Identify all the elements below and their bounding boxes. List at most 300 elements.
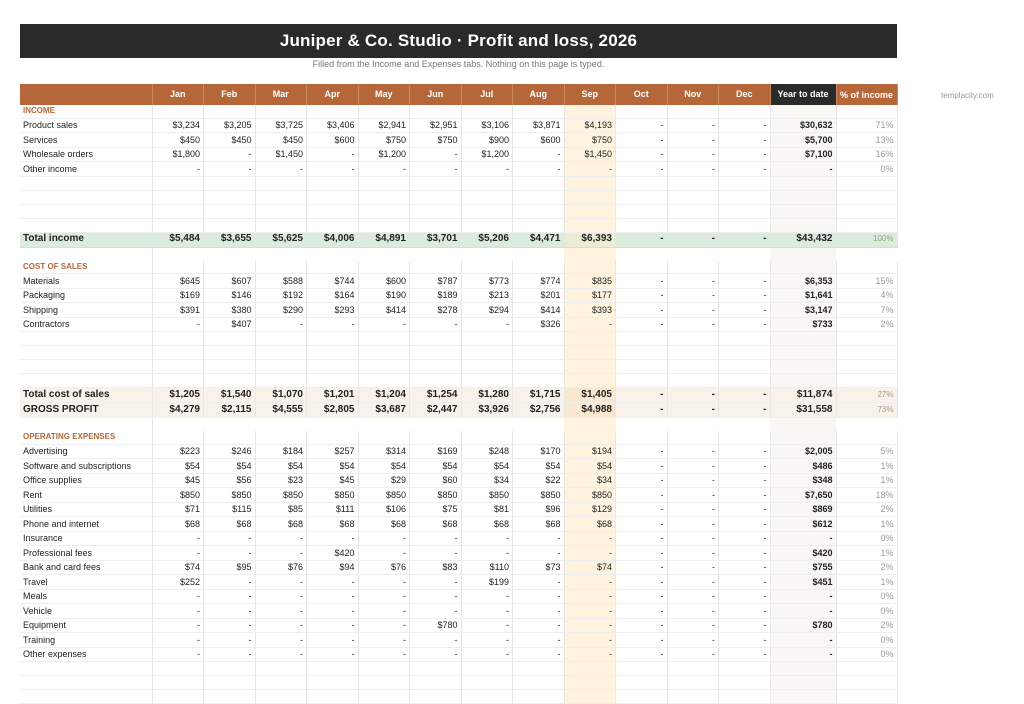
empty-cell[interactable] (204, 662, 256, 676)
empty-cell[interactable] (513, 418, 565, 432)
empty-cell[interactable] (204, 247, 256, 261)
empty-cell[interactable] (358, 690, 410, 704)
empty-cell[interactable] (204, 431, 256, 444)
month-value-cell[interactable]: $54 (255, 459, 307, 474)
month-value-cell[interactable]: - (204, 633, 256, 648)
empty-cell[interactable] (461, 204, 513, 218)
empty-cell[interactable] (564, 431, 616, 444)
empty-cell[interactable] (358, 676, 410, 690)
month-value-cell[interactable]: - (152, 589, 204, 604)
empty-cell[interactable] (513, 261, 565, 274)
empty-cell[interactable] (358, 332, 410, 346)
month-value-cell[interactable]: $850 (307, 488, 359, 503)
month-value-cell[interactable]: $223 (152, 444, 204, 459)
month-value-cell[interactable]: $54 (461, 459, 513, 474)
month-value-cell[interactable]: $600 (513, 133, 565, 148)
month-value-cell[interactable]: $169 (410, 444, 462, 459)
month-value-cell[interactable]: - (564, 633, 616, 648)
month-value-cell[interactable]: $75 (410, 502, 462, 517)
month-value-cell[interactable]: $3,926 (461, 403, 513, 418)
month-value-cell[interactable]: - (461, 317, 513, 332)
empty-cell[interactable] (564, 204, 616, 218)
empty-cell[interactable] (204, 418, 256, 432)
month-value-cell[interactable]: - (719, 162, 771, 177)
month-value-cell[interactable]: - (667, 162, 719, 177)
month-value-cell[interactable]: $773 (461, 274, 513, 289)
month-value-cell[interactable]: - (667, 303, 719, 318)
empty-cell[interactable] (513, 218, 565, 232)
empty-cell[interactable] (410, 360, 462, 374)
month-value-cell[interactable]: - (307, 531, 359, 546)
month-value-cell[interactable]: $850 (204, 488, 256, 503)
month-value-cell[interactable]: $450 (204, 133, 256, 148)
month-value-cell[interactable]: - (719, 118, 771, 133)
month-value-cell[interactable]: - (513, 647, 565, 662)
month-value-cell[interactable]: - (410, 589, 462, 604)
month-value-cell[interactable]: - (667, 517, 719, 532)
month-value-cell[interactable]: - (410, 531, 462, 546)
empty-cell[interactable] (20, 676, 152, 690)
month-value-cell[interactable]: $68 (564, 517, 616, 532)
empty-cell[interactable] (719, 204, 771, 218)
month-value-cell[interactable]: - (719, 531, 771, 546)
empty-cell[interactable] (204, 346, 256, 360)
empty-cell[interactable] (719, 676, 771, 690)
month-value-cell[interactable]: $54 (204, 459, 256, 474)
empty-cell[interactable] (513, 247, 565, 261)
empty-cell[interactable] (20, 218, 152, 232)
empty-cell[interactable] (410, 190, 462, 204)
month-value-cell[interactable]: - (667, 444, 719, 459)
month-value-cell[interactable]: - (564, 618, 616, 633)
month-value-cell[interactable]: - (667, 317, 719, 332)
empty-cell[interactable] (307, 346, 359, 360)
empty-cell[interactable] (719, 690, 771, 704)
empty-cell[interactable] (307, 190, 359, 204)
empty-cell[interactable] (20, 204, 152, 218)
empty-cell[interactable] (255, 418, 307, 432)
empty-cell[interactable] (616, 247, 668, 261)
empty-cell[interactable] (719, 332, 771, 346)
month-value-cell[interactable]: $95 (204, 560, 256, 575)
empty-cell[interactable] (461, 690, 513, 704)
month-value-cell[interactable]: - (616, 560, 668, 575)
month-value-cell[interactable]: - (667, 647, 719, 662)
month-value-cell[interactable]: $850 (513, 488, 565, 503)
empty-cell[interactable] (461, 218, 513, 232)
empty-cell[interactable] (513, 431, 565, 444)
month-value-cell[interactable]: - (667, 274, 719, 289)
empty-cell[interactable] (152, 218, 204, 232)
empty-cell[interactable] (255, 360, 307, 374)
empty-cell[interactable] (152, 204, 204, 218)
empty-cell[interactable] (152, 360, 204, 374)
empty-cell[interactable] (204, 204, 256, 218)
month-value-cell[interactable]: - (616, 546, 668, 561)
empty-cell[interactable] (616, 190, 668, 204)
month-value-cell[interactable]: - (513, 618, 565, 633)
month-value-cell[interactable]: - (616, 647, 668, 662)
month-value-cell[interactable]: $34 (564, 473, 616, 488)
month-value-cell[interactable]: $3,406 (307, 118, 359, 133)
empty-cell[interactable] (358, 176, 410, 190)
col-header-dec[interactable]: Dec (719, 84, 771, 105)
month-value-cell[interactable]: - (410, 604, 462, 619)
col-header-mar[interactable]: Mar (255, 84, 307, 105)
month-value-cell[interactable]: $3,106 (461, 118, 513, 133)
col-header-jan[interactable]: Jan (152, 84, 204, 105)
month-value-cell[interactable]: - (667, 560, 719, 575)
month-value-cell[interactable]: $774 (513, 274, 565, 289)
empty-cell[interactable] (461, 418, 513, 432)
month-value-cell[interactable]: - (152, 546, 204, 561)
empty-cell[interactable] (667, 662, 719, 676)
month-value-cell[interactable]: $74 (564, 560, 616, 575)
month-value-cell[interactable]: $1,405 (564, 388, 616, 403)
empty-cell[interactable] (564, 332, 616, 346)
month-value-cell[interactable]: - (461, 604, 513, 619)
month-value-cell[interactable]: - (667, 531, 719, 546)
month-value-cell[interactable]: - (358, 531, 410, 546)
empty-cell[interactable] (667, 418, 719, 432)
month-value-cell[interactable]: $110 (461, 560, 513, 575)
empty-cell[interactable] (20, 360, 152, 374)
month-value-cell[interactable]: - (358, 633, 410, 648)
month-value-cell[interactable]: - (719, 546, 771, 561)
month-value-cell[interactable]: $1,254 (410, 388, 462, 403)
month-value-cell[interactable]: $1,715 (513, 388, 565, 403)
month-value-cell[interactable]: - (667, 118, 719, 133)
month-value-cell[interactable]: - (719, 488, 771, 503)
empty-cell[interactable] (667, 676, 719, 690)
month-value-cell[interactable]: $129 (564, 502, 616, 517)
empty-cell[interactable] (307, 261, 359, 274)
month-value-cell[interactable]: - (616, 604, 668, 619)
month-value-cell[interactable]: - (667, 618, 719, 633)
empty-cell[interactable] (667, 218, 719, 232)
empty-cell[interactable] (152, 105, 204, 118)
month-value-cell[interactable]: - (616, 232, 668, 247)
month-value-cell[interactable]: - (667, 133, 719, 148)
month-value-cell[interactable]: $23 (255, 473, 307, 488)
empty-cell[interactable] (410, 418, 462, 432)
empty-cell[interactable] (307, 676, 359, 690)
empty-cell[interactable] (667, 332, 719, 346)
month-value-cell[interactable]: - (719, 502, 771, 517)
month-value-cell[interactable]: $68 (410, 517, 462, 532)
month-value-cell[interactable]: - (564, 647, 616, 662)
month-value-cell[interactable]: $4,891 (358, 232, 410, 247)
month-value-cell[interactable]: - (719, 517, 771, 532)
month-value-cell[interactable]: - (616, 274, 668, 289)
empty-cell[interactable] (461, 374, 513, 388)
month-value-cell[interactable]: - (616, 403, 668, 418)
month-value-cell[interactable]: $4,006 (307, 232, 359, 247)
month-value-cell[interactable]: $780 (410, 618, 462, 633)
month-value-cell[interactable]: - (255, 162, 307, 177)
month-value-cell[interactable]: - (667, 388, 719, 403)
month-value-cell[interactable]: $60 (410, 473, 462, 488)
empty-cell[interactable] (307, 332, 359, 346)
empty-cell[interactable] (719, 218, 771, 232)
month-value-cell[interactable]: $4,193 (564, 118, 616, 133)
empty-cell[interactable] (152, 176, 204, 190)
month-value-cell[interactable]: $213 (461, 288, 513, 303)
empty-cell[interactable] (358, 190, 410, 204)
empty-cell[interactable] (20, 247, 152, 261)
month-value-cell[interactable]: $54 (564, 459, 616, 474)
month-value-cell[interactable]: - (513, 633, 565, 648)
empty-cell[interactable] (152, 690, 204, 704)
empty-cell[interactable] (513, 204, 565, 218)
empty-cell[interactable] (358, 218, 410, 232)
month-value-cell[interactable]: - (564, 317, 616, 332)
month-value-cell[interactable]: $293 (307, 303, 359, 318)
empty-cell[interactable] (410, 332, 462, 346)
month-value-cell[interactable]: - (616, 531, 668, 546)
empty-cell[interactable] (564, 176, 616, 190)
month-value-cell[interactable]: $607 (204, 274, 256, 289)
month-value-cell[interactable]: $750 (358, 133, 410, 148)
empty-cell[interactable] (410, 346, 462, 360)
month-value-cell[interactable]: - (204, 147, 256, 162)
month-value-cell[interactable]: - (204, 589, 256, 604)
empty-cell[interactable] (616, 332, 668, 346)
month-value-cell[interactable]: - (358, 647, 410, 662)
empty-cell[interactable] (513, 662, 565, 676)
empty-cell[interactable] (667, 346, 719, 360)
month-value-cell[interactable]: $76 (255, 560, 307, 575)
month-value-cell[interactable]: - (616, 317, 668, 332)
empty-cell[interactable] (513, 374, 565, 388)
empty-cell[interactable] (564, 418, 616, 432)
empty-cell[interactable] (307, 247, 359, 261)
month-value-cell[interactable]: $380 (204, 303, 256, 318)
empty-cell[interactable] (358, 105, 410, 118)
month-value-cell[interactable]: $645 (152, 274, 204, 289)
empty-cell[interactable] (410, 431, 462, 444)
empty-cell[interactable] (564, 676, 616, 690)
month-value-cell[interactable]: $170 (513, 444, 565, 459)
month-value-cell[interactable]: $450 (152, 133, 204, 148)
empty-cell[interactable] (461, 247, 513, 261)
month-value-cell[interactable]: $34 (461, 473, 513, 488)
month-value-cell[interactable]: - (461, 633, 513, 648)
month-value-cell[interactable]: $420 (307, 546, 359, 561)
empty-cell[interactable] (20, 332, 152, 346)
month-value-cell[interactable]: - (410, 647, 462, 662)
empty-cell[interactable] (616, 662, 668, 676)
month-value-cell[interactable]: $850 (152, 488, 204, 503)
month-value-cell[interactable]: - (719, 147, 771, 162)
month-value-cell[interactable]: - (358, 604, 410, 619)
month-value-cell[interactable]: $850 (410, 488, 462, 503)
empty-cell[interactable] (461, 346, 513, 360)
month-value-cell[interactable]: $3,871 (513, 118, 565, 133)
month-value-cell[interactable]: - (667, 459, 719, 474)
month-value-cell[interactable]: $54 (410, 459, 462, 474)
month-value-cell[interactable]: - (461, 531, 513, 546)
month-value-cell[interactable]: $3,687 (358, 403, 410, 418)
month-value-cell[interactable]: - (410, 575, 462, 590)
empty-cell[interactable] (667, 190, 719, 204)
month-value-cell[interactable]: $1,200 (461, 147, 513, 162)
month-value-cell[interactable]: - (667, 488, 719, 503)
empty-cell[interactable] (667, 261, 719, 274)
empty-cell[interactable] (410, 662, 462, 676)
month-value-cell[interactable]: $1,450 (564, 147, 616, 162)
month-value-cell[interactable]: - (204, 604, 256, 619)
month-value-cell[interactable]: - (616, 589, 668, 604)
empty-cell[interactable] (204, 218, 256, 232)
empty-cell[interactable] (255, 332, 307, 346)
month-value-cell[interactable]: $787 (410, 274, 462, 289)
month-value-cell[interactable]: $54 (513, 459, 565, 474)
empty-cell[interactable] (358, 204, 410, 218)
month-value-cell[interactable]: $248 (461, 444, 513, 459)
col-header-ytd[interactable]: Year to date (770, 84, 836, 105)
month-value-cell[interactable]: $45 (152, 473, 204, 488)
month-value-cell[interactable]: $450 (255, 133, 307, 148)
month-value-cell[interactable]: $111 (307, 502, 359, 517)
empty-cell[interactable] (152, 418, 204, 432)
month-value-cell[interactable]: $290 (255, 303, 307, 318)
month-value-cell[interactable]: - (461, 546, 513, 561)
empty-cell[interactable] (513, 690, 565, 704)
month-value-cell[interactable]: - (564, 575, 616, 590)
month-value-cell[interactable]: - (719, 560, 771, 575)
month-value-cell[interactable]: - (719, 604, 771, 619)
empty-cell[interactable] (667, 431, 719, 444)
month-value-cell[interactable]: - (513, 147, 565, 162)
col-header-feb[interactable]: Feb (204, 84, 256, 105)
month-value-cell[interactable]: - (307, 618, 359, 633)
month-value-cell[interactable]: - (152, 647, 204, 662)
month-value-cell[interactable]: - (513, 589, 565, 604)
empty-cell[interactable] (358, 431, 410, 444)
month-value-cell[interactable]: $391 (152, 303, 204, 318)
month-value-cell[interactable]: $96 (513, 502, 565, 517)
month-value-cell[interactable]: - (152, 633, 204, 648)
month-value-cell[interactable]: - (719, 288, 771, 303)
month-value-cell[interactable]: $2,805 (307, 403, 359, 418)
empty-cell[interactable] (719, 190, 771, 204)
month-value-cell[interactable]: $106 (358, 502, 410, 517)
empty-cell[interactable] (358, 374, 410, 388)
month-value-cell[interactable]: - (204, 618, 256, 633)
col-header-pct[interactable]: % of income (836, 84, 897, 105)
empty-cell[interactable] (410, 218, 462, 232)
empty-cell[interactable] (667, 204, 719, 218)
month-value-cell[interactable]: - (616, 118, 668, 133)
empty-cell[interactable] (20, 662, 152, 676)
month-value-cell[interactable]: - (616, 444, 668, 459)
empty-cell[interactable] (255, 247, 307, 261)
empty-cell[interactable] (667, 374, 719, 388)
month-value-cell[interactable]: $68 (513, 517, 565, 532)
empty-cell[interactable] (616, 690, 668, 704)
empty-cell[interactable] (152, 332, 204, 346)
empty-cell[interactable] (719, 431, 771, 444)
empty-cell[interactable] (255, 374, 307, 388)
month-value-cell[interactable]: $600 (307, 133, 359, 148)
month-value-cell[interactable]: $54 (358, 459, 410, 474)
month-value-cell[interactable]: $5,206 (461, 232, 513, 247)
month-value-cell[interactable]: - (719, 459, 771, 474)
month-value-cell[interactable]: - (667, 403, 719, 418)
month-value-cell[interactable]: - (461, 162, 513, 177)
month-value-cell[interactable]: - (616, 618, 668, 633)
month-value-cell[interactable]: $199 (461, 575, 513, 590)
empty-cell[interactable] (410, 105, 462, 118)
month-value-cell[interactable]: $177 (564, 288, 616, 303)
empty-cell[interactable] (307, 176, 359, 190)
empty-cell[interactable] (204, 190, 256, 204)
month-value-cell[interactable]: $194 (564, 444, 616, 459)
empty-cell[interactable] (616, 676, 668, 690)
empty-cell[interactable] (616, 261, 668, 274)
month-value-cell[interactable]: - (667, 604, 719, 619)
month-value-cell[interactable]: - (152, 618, 204, 633)
month-value-cell[interactable]: - (616, 459, 668, 474)
empty-cell[interactable] (719, 247, 771, 261)
month-value-cell[interactable]: $5,484 (152, 232, 204, 247)
empty-cell[interactable] (564, 247, 616, 261)
month-value-cell[interactable]: $54 (152, 459, 204, 474)
month-value-cell[interactable]: $850 (255, 488, 307, 503)
month-value-cell[interactable]: $169 (152, 288, 204, 303)
empty-cell[interactable] (719, 346, 771, 360)
month-value-cell[interactable]: - (719, 589, 771, 604)
empty-cell[interactable] (616, 218, 668, 232)
month-value-cell[interactable]: - (307, 647, 359, 662)
month-value-cell[interactable]: $85 (255, 502, 307, 517)
month-value-cell[interactable]: - (307, 162, 359, 177)
month-value-cell[interactable]: $2,941 (358, 118, 410, 133)
month-value-cell[interactable]: - (719, 317, 771, 332)
month-value-cell[interactable]: $2,951 (410, 118, 462, 133)
empty-cell[interactable] (461, 431, 513, 444)
month-value-cell[interactable]: - (513, 546, 565, 561)
month-value-cell[interactable]: $3,234 (152, 118, 204, 133)
month-value-cell[interactable]: $190 (358, 288, 410, 303)
empty-cell[interactable] (307, 218, 359, 232)
month-value-cell[interactable]: $22 (513, 473, 565, 488)
month-value-cell[interactable]: - (667, 575, 719, 590)
month-value-cell[interactable]: - (204, 647, 256, 662)
month-value-cell[interactable]: - (616, 147, 668, 162)
col-header-apr[interactable]: Apr (307, 84, 359, 105)
empty-cell[interactable] (564, 690, 616, 704)
empty-cell[interactable] (255, 204, 307, 218)
empty-cell[interactable] (616, 176, 668, 190)
month-value-cell[interactable]: $68 (461, 517, 513, 532)
month-value-cell[interactable]: - (410, 633, 462, 648)
month-value-cell[interactable]: - (616, 488, 668, 503)
month-value-cell[interactable]: - (719, 618, 771, 633)
month-value-cell[interactable]: - (307, 147, 359, 162)
empty-cell[interactable] (564, 190, 616, 204)
month-value-cell[interactable]: $29 (358, 473, 410, 488)
month-value-cell[interactable]: - (616, 303, 668, 318)
month-value-cell[interactable]: - (461, 589, 513, 604)
month-value-cell[interactable]: - (152, 604, 204, 619)
month-value-cell[interactable]: - (719, 133, 771, 148)
empty-cell[interactable] (667, 360, 719, 374)
month-value-cell[interactable]: - (307, 604, 359, 619)
month-value-cell[interactable]: $71 (152, 502, 204, 517)
month-value-cell[interactable]: - (667, 502, 719, 517)
